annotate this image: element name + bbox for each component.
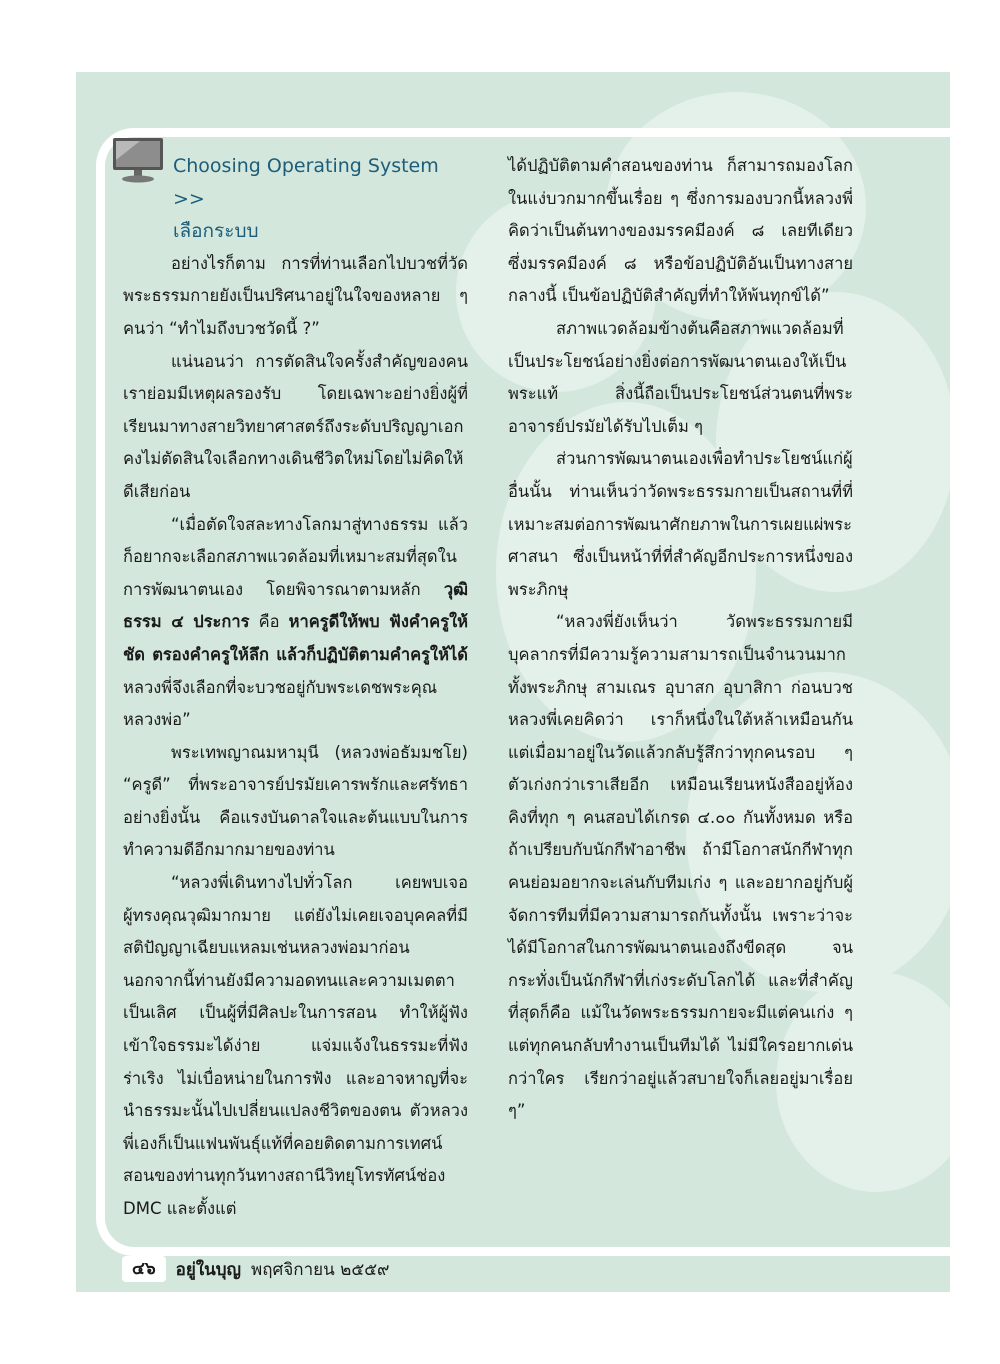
section-heading (173, 150, 468, 248)
magazine-title: อยู่ในบุญ (175, 1259, 242, 1280)
bold-text: วุฒิธรรม ๔ ประการ (123, 579, 468, 632)
right-column (508, 150, 853, 1128)
heading-line-2: เลือกระบบ (173, 220, 259, 243)
page-number: ๔๖ (122, 1256, 166, 1282)
page-footer (122, 1254, 390, 1284)
text-run: หลวงพี่จึงเลือกที่จะบวชอยู่กับพระเดชพระคุณหลวงพ่อ” (123, 677, 438, 730)
paragraph (123, 509, 468, 737)
text-run: “เมื่อตัดใจสละทางโลกมาสู่ทางธรรม แล้ว ก็อยากจะเลือกสภาพแวดล้อมที่เหมาะสมที่สุดในการพัฒนาตนเอง โดยพิจารณาตามหลัก (123, 514, 468, 599)
text-run: คือ (249, 612, 289, 632)
paragraph: ได้ปฏิบัติตามคำสอนของท่าน ก็สามารถมองโลกในแง่บวกมากขึ้นเรื่อย ๆ ซึ่งการมองบวกนี้หลวงพี่คิดว่าเป็นต้นทางของมรรคมีองค์ ๘ เลยทีเดียว ซึ่งมรรคมีองค์ ๘ หรือข้อปฏิบัติอันเป็นทางสายกลางนี้ เป็นข้อปฏิบัติสำคัญที่ทำให้พ้นทุกข์ได้” (508, 156, 853, 306)
paragraph: พระเทพญาณมหามุนี (หลวงพ่อธัมมชโย) “ครูดี” ที่พระอาจารย์ปรมัยเคารพรักและศรัทธาอย่างยิ่งนั้น คือแรงบันดาลใจและต้นแบบในการทำความดีอีกมากมายของท่าน (123, 742, 468, 860)
issue-date: พฤศจิกายน ๒๕๕๙ (251, 1259, 390, 1280)
heading-line-1: Choosing Operating System >> (173, 155, 439, 210)
bold-text: หาครูดีให้พบ ฟังคำครูให้ชัด ตรองคำครูให้ลึก แล้วก็ปฏิบัติตามคำครูให้ได้ (123, 612, 469, 664)
paragraph: แน่นอนว่า การตัดสินใจครั้งสำคัญของคนเราย่อมมีเหตุผลรองรับ โดยเฉพาะอย่างยิ่งผู้ที่เรียนมาทางสายวิทยาศาสตร์ถึงระดับปริญญาเอก คงไม่ตัดสินใจเลือกทางเดินชีวิตใหม่โดยไม่คิดให้ดีเสียก่อน (123, 351, 468, 501)
paragraph: ส่วนการพัฒนาตนเองเพื่อทำประโยชน์แก่ผู้อื่นนั้น ท่านเห็นว่าวัดพระธรรมกายเป็นสถานที่ที่เหมาะสมต่อการพัฒนาศักยภาพในการเผยแผ่พระศาสนา ซึ่งเป็นหน้าที่ที่สำคัญอีกประการหนึ่งของพระภิกษุ (508, 449, 853, 599)
left-column (123, 150, 468, 1226)
paragraph: “หลวงพี่เดินทางไปทั่วโลก เคยพบเจอผู้ทรงคุณวุฒิมากมาย แต่ยังไม่เคยเจอบุคคลที่มีสติปัญญาเฉียบแหลมเช่นหลวงพ่อมาก่อน นอกจากนี้ท่านยังมีความอดทนและความเมตตาเป็นเลิศ เป็นผู้ที่มีศิลปะในการสอน ทำให้ผู้ฟังเข้าใจธรรมะได้ง่าย แจ่มแจ้งในธรรมะที่ฟัง ร่าเริง ไม่เบื่อหน่ายในการฟัง และอาจหาญที่จะนำธรรมะนั้นไปเปลี่ยนแปลงชีวิตของตน ตัวหลวงพี่เองก็เป็นแฟนพันธุ์แท้ที่คอยติดตามการเทศน์สอนของท่านทุกวันทางสถานีวิทยุโทรทัศน์ช่อง DMC และตั้งแต่ (123, 873, 468, 1218)
paragraph: สภาพแวดล้อมข้างต้นคือสภาพแวดล้อมที่เป็นประโยชน์อย่างยิ่งต่อการพัฒนาตนเองให้เป็นพระแท้ สิ่งนี้ถือเป็นประโยชน์ส่วนตนที่พระอาจารย์ปรมัยได้รับไปเต็ม ๆ (508, 318, 853, 436)
paragraph: “หลวงพี่ยังเห็นว่า วัดพระธรรมกายมีบุคลากรที่มีความรู้ความสามารถเป็นจำนวนมาก ทั้งพระภิกษุ สามเณร อุบาสก อุบาสิกา ก่อนบวชหลวงพี่เคยคิดว่า เราก็หนึ่งในใต้หล้าเหมือนกัน แต่เมื่อมาอยู่ในวัดแล้วกลับรู้สึกว่าทุกคนรอบ ๆ ตัวเก่งกว่าเราเสียอีก เหมือนเรียนหนังสืออยู่ห้องคิงที่ทุก ๆ คนสอบได้เกรด ๔.๐๐ กันทั้งหมด หรือถ้าเปรียบกับนักกีฬาอาชีพ ถ้ามีโอกาสนักกีฬาทุกคนย่อมอยากจะเล่นกับทีมเก่ง ๆ และอยากอยู่กับผู้จัดการทีมที่มีความสามารถกันทั้งนั้น เพราะว่าจะได้มีโอกาสในการพัฒนาตนเองถึงขีดสุด จนกระทั่งเป็นนักกีฬาที่เก่งระดับโลกได้ และที่สำคัญที่สุดก็คือ แม้ในวัดพระธรรมกายจะมีแต่คนเก่ง ๆ แต่ทุกคนกลับทำงานเป็นทีมได้ ไม่มีใครอยากเด่นกว่าใคร เรียกว่าอยู่แล้วสบายใจก็เลยอยู่มาเรื่อย ๆ” (508, 612, 853, 1121)
paragraph: อย่างไรก็ตาม การที่ท่านเลือกไปบวชที่วัดพระธรรมกายยังเป็นปริศนาอยู่ในใจของหลาย ๆ คนว่า “ทำไมถึงบวชวัดนี้ ?” (123, 253, 468, 338)
